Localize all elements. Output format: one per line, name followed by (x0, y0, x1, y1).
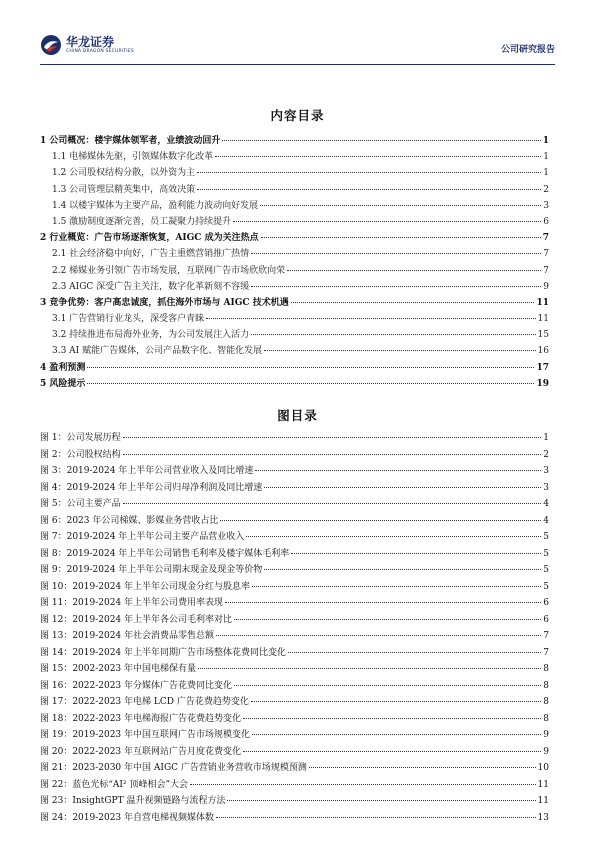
header-divider (40, 64, 555, 65)
toc-entry-label: 图 19：2019-2023 年中国互联网广告市场规模变化 (40, 730, 251, 740)
toc-entry[interactable] (40, 628, 549, 645)
page-header (40, 34, 555, 64)
toc-entry-page: 8 (543, 680, 549, 691)
dot-leader (291, 553, 541, 554)
dot-leader (264, 569, 541, 570)
dot-leader (198, 668, 541, 669)
toc-entry-label: 图 23：InsightGPT 温升视频链路与流程方法 (40, 796, 226, 806)
toc-entry-label: 图 1：公司发展历程 (40, 433, 121, 443)
toc-entry[interactable] (40, 182, 549, 198)
toc-entry[interactable] (40, 562, 549, 579)
toc-entry-page: 7 (543, 631, 549, 641)
toc-entry-label: 1.5 激励制度逐渐完善，员工凝聚力持续提升 (52, 216, 232, 227)
toc-entry[interactable] (40, 793, 549, 810)
toc-entry-page: 6 (543, 598, 549, 608)
toc-entry[interactable] (40, 579, 549, 596)
toc-entry-label: 2.2 梯媒业务引领广告市场发展，互联网广告市场欣欣向荣 (52, 265, 286, 276)
toc-entry-label: 图 12：2019-2024 年上半年各公司毛利率对比 (40, 614, 233, 625)
toc-entry-label: 图 6：2023 年公司梯媒、影媒业务营收占比 (40, 515, 219, 526)
dot-leader (197, 189, 541, 190)
toc-entry-page: 11 (536, 297, 549, 308)
dot-leader (251, 253, 541, 254)
dot-leader (252, 734, 541, 735)
toc-entry[interactable] (40, 694, 549, 711)
report-type: 公司研究报告 (500, 45, 555, 55)
toc-entry-page: 6 (543, 614, 549, 625)
toc-entry-label: 图 22：蓝色光标“AI² 顶峰相会”大会 (40, 779, 189, 790)
toc-entry[interactable] (40, 727, 549, 744)
toc-entry-page: 7 (543, 647, 549, 658)
toc-entry[interactable] (40, 263, 549, 279)
dot-leader (87, 383, 534, 384)
toc-entry[interactable] (40, 529, 549, 546)
toc-entry[interactable] (40, 678, 549, 695)
toc-entry-label: 图 15：2002-2023 年中国电梯保有量 (40, 664, 197, 674)
toc-entry[interactable] (40, 376, 549, 392)
dot-leader (251, 701, 541, 702)
toc-entry[interactable] (40, 360, 549, 376)
dot-leader (123, 437, 542, 438)
toc-entry-page: 19 (536, 378, 549, 389)
dot-leader (220, 520, 541, 521)
toc-entry[interactable] (40, 430, 549, 447)
toc-entry-label: 图 13：2019-2024 年社会消费品零售总额 (40, 631, 215, 641)
dot-leader (260, 205, 541, 206)
toc-entry[interactable] (40, 230, 549, 246)
toc-entry-page: 3 (543, 200, 549, 211)
toc-entry[interactable] (40, 311, 549, 327)
toc-entry-page: 17 (536, 362, 549, 373)
toc-entry[interactable] (40, 744, 549, 761)
toc-entry[interactable] (40, 810, 549, 827)
toc-entry-label: 图 11：2019-2024 年上半年公司费用率表现 (40, 598, 224, 608)
toc-entry[interactable] (40, 496, 549, 513)
toc-entry-page: 7 (542, 233, 549, 244)
toc-entry[interactable] (40, 198, 549, 214)
toc-entry-label: 图 24：2019-2023 年自营电梯视频媒体数 (40, 812, 215, 823)
toc-entry[interactable] (40, 246, 549, 262)
company-name-en: CHINA DRAGON SECURITIES (66, 48, 134, 54)
toc-entry[interactable] (40, 513, 549, 530)
toc-entry-label: 图 8：2019-2024 年上半年公司销售毛利率及楼宇媒体毛利率 (40, 548, 290, 559)
toc-entry-label: 3 竞争优势：客户高忠诚度，抓住海外市场与 AIGC 技术机遇 (40, 297, 289, 308)
dot-leader (206, 318, 535, 319)
dot-leader (123, 503, 542, 504)
dot-leader (234, 619, 541, 620)
toc-entry-label: 图 16：2022-2023 年分媒体广告花费同比变化 (40, 680, 233, 691)
toc-entry-label: 2 行业概览：广告市场逐渐恢复，AIGC 成为关注热点 (40, 233, 259, 244)
figures-title: 图目录 (277, 408, 318, 423)
dot-leader (215, 156, 541, 157)
dot-leader (255, 470, 541, 471)
dot-leader (225, 602, 541, 603)
toc-entry-label: 1.3 公司管理层精英集中，高效决策 (52, 184, 196, 195)
dot-leader (222, 140, 540, 141)
toc-entry-page: 8 (543, 664, 549, 674)
toc-entry-label: 3.2 持续推进布局海外业务，为公司发展注入活力 (52, 330, 250, 341)
dot-leader (251, 286, 541, 287)
toc-entry-page: 3 (543, 482, 549, 493)
dot-leader (252, 586, 541, 587)
dot-leader (251, 334, 535, 335)
toc-entry[interactable] (40, 214, 549, 230)
toc-entry-page: 1 (543, 168, 549, 179)
toc-entry-label: 5 风险提示 (40, 378, 86, 389)
toc-entry-label: 图 4：2019-2024 年上半年公司归母净利润及同比增速 (40, 482, 263, 493)
toc-entry-page: 11 (537, 779, 549, 790)
company-name-cn: 华龙证券 (66, 34, 115, 49)
toc-entry-page: 1 (543, 152, 549, 163)
toc-entry[interactable] (40, 165, 549, 181)
toc-entry-page: 4 (543, 499, 549, 509)
dot-leader (233, 221, 541, 222)
toc-entry[interactable] (40, 711, 549, 728)
toc-entry-page: 7 (543, 265, 549, 276)
toc-entry-page: 10 (537, 763, 549, 773)
china-dragon-logo-icon (40, 34, 62, 56)
toc-entry-label: 图 7：2019-2024 年上半年公司主要产品营业收入 (40, 532, 245, 542)
toc-entry-label: 图 9：2019-2024 年上半年公司期末现金及现金等价物 (40, 565, 263, 575)
toc-entry-label: 3.1 广告营销行业龙头，深受客户青睐 (52, 314, 205, 325)
dot-leader (227, 800, 535, 801)
toc-entry[interactable] (40, 463, 549, 480)
contents-list (40, 133, 549, 392)
toc-entry-page: 5 (543, 532, 549, 542)
toc-entry[interactable] (40, 295, 549, 311)
toc-entry[interactable] (40, 133, 549, 149)
toc-entry-label: 2.3 AIGC 深受广告主关注，数字化革新刻不容缓 (52, 281, 250, 292)
toc-entry-label: 图 10：2019-2024 年上半年公司现金分红与股息率 (40, 581, 251, 592)
toc-entry-page: 2 (543, 449, 549, 460)
toc-entry[interactable] (40, 760, 549, 777)
toc-entry-label: 图 21：2023-2030 年中国 AIGC 广告营销业务营收市场规模预测 (40, 763, 307, 773)
toc-entry[interactable] (40, 595, 549, 612)
toc-entry-label: 图 17：2022-2023 年电梯 LCD 广告花费趋势变化 (40, 697, 249, 707)
toc-entry-label: 图 2：公司股权结构 (40, 449, 121, 460)
toc-entry-page: 8 (543, 713, 549, 724)
toc-entry[interactable] (40, 279, 549, 295)
toc-entry-label: 图 3：2019-2024 年上半年公司营业收入及同比增速 (40, 466, 254, 476)
contents-title: 内容目录 (270, 108, 325, 123)
toc-entry[interactable] (40, 612, 549, 629)
toc-entry[interactable] (40, 447, 549, 464)
toc-entry[interactable] (40, 546, 549, 563)
dot-leader (87, 367, 534, 368)
toc-entry[interactable] (40, 645, 549, 662)
toc-entry-page: 8 (543, 697, 549, 707)
dot-leader (123, 454, 542, 455)
dot-leader (264, 350, 535, 351)
toc-entry-page: 9 (543, 746, 549, 757)
toc-entry[interactable] (40, 661, 549, 678)
toc-entry-page: 3 (543, 466, 549, 476)
company-logo (40, 34, 134, 56)
dot-leader (309, 767, 536, 768)
toc-entry-page: 11 (537, 314, 549, 325)
toc-entry[interactable] (40, 149, 549, 165)
toc-entry-page: 2 (543, 184, 549, 195)
toc-entry-label: 图 5：公司主要产品 (40, 499, 121, 509)
toc-entry-page: 15 (537, 330, 549, 341)
dot-leader (288, 652, 541, 653)
toc-entry-page: 13 (537, 812, 549, 823)
dot-leader (246, 536, 541, 537)
dot-leader (287, 270, 541, 271)
toc-entry-page: 6 (543, 216, 549, 227)
toc-entry-page: 4 (543, 515, 549, 526)
toc-entry-label: 图 18：2022-2023 年电梯海报广告花费趋势变化 (40, 713, 242, 724)
dot-leader (243, 718, 541, 719)
toc-entry-page: 5 (543, 548, 549, 559)
toc-entry-page: 7 (543, 249, 549, 260)
toc-entry-label: 1.1 电梯媒体先驱，引领媒体数字化改革 (52, 152, 214, 163)
toc-entry-page: 9 (543, 281, 549, 292)
toc-entry-page: 11 (537, 796, 549, 806)
dot-leader (261, 237, 541, 238)
toc-entry-label: 4 盈利预测 (40, 362, 86, 373)
dot-leader (197, 172, 541, 173)
toc-entry-label: 2.1 社会经济稳中向好，广告主重燃营销推广热情 (52, 249, 250, 260)
toc-entry-label: 1.4 以楼宇媒体为主要产品，盈利能力波动向好发展 (52, 200, 259, 211)
toc-entry-page: 1 (542, 136, 549, 146)
toc-entry-label: 图 14：2019-2024 年上半年同期广告市场整体花费同比变化 (40, 647, 287, 658)
dot-leader (291, 302, 535, 303)
toc-entry-page: 1 (543, 433, 549, 443)
toc-entry-page: 5 (543, 565, 549, 575)
toc-entry[interactable] (40, 777, 549, 794)
dot-leader (234, 685, 541, 686)
toc-entry[interactable] (40, 480, 549, 497)
toc-entry[interactable] (40, 343, 549, 359)
toc-entry-page: 16 (537, 346, 549, 357)
toc-entry-label: 图 20：2022-2023 年互联网站广告月度花费变化 (40, 746, 242, 757)
dot-leader (216, 817, 536, 818)
dot-leader (264, 487, 541, 488)
toc-entry-label: 1.2 公司股权结构分散，以外资为主 (52, 168, 196, 179)
dot-leader (243, 751, 541, 752)
toc-entry-page: 5 (543, 581, 549, 592)
toc-entry-label: 3.3 AI 赋能广告媒体，公司产品数字化、智能化发展 (52, 346, 263, 357)
figures-list (40, 430, 549, 826)
toc-entry[interactable] (40, 327, 549, 343)
dot-leader (216, 635, 541, 636)
toc-entry-label: 1 公司概况：楼宇媒体领军者，业绩波动回升 (40, 136, 221, 146)
dot-leader (190, 784, 536, 785)
toc-entry-page: 9 (543, 730, 549, 740)
